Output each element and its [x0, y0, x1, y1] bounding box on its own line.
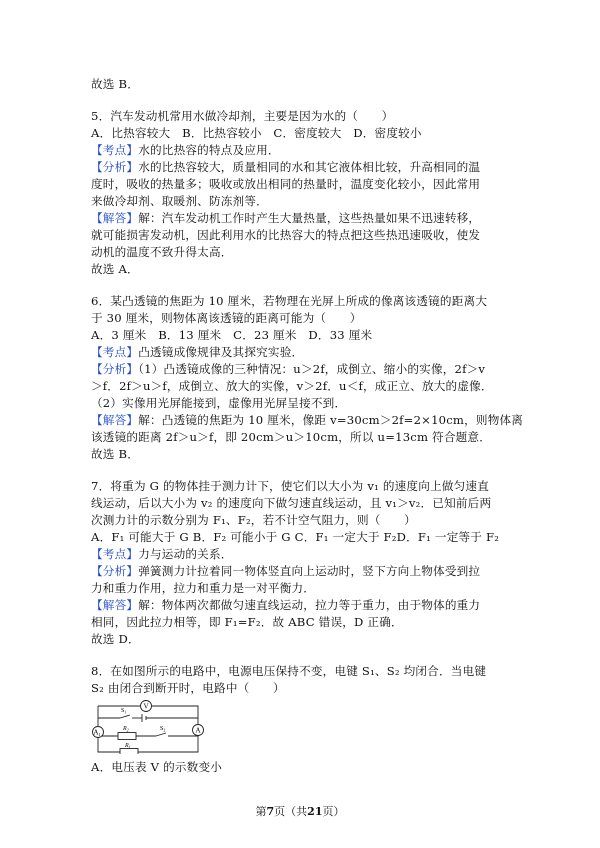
q7-fenxi-2: 力和重力作用，拉力和重力是一对平衡力．: [91, 581, 316, 595]
kaodian-tag: 【考点】: [91, 345, 139, 359]
q5-stem: 5．汽车发动机常用水做冷却剂，主要是因为水的（ ）: [91, 109, 394, 123]
circuit-diagram: [90, 698, 210, 754]
q7-answer: 故选 D．: [91, 632, 140, 646]
q7-stem-3: 次测力计的示数分别为 F₁、F₂，若不计空气阻力，则（ ）: [91, 513, 416, 527]
q8-option-a: A．电压表 V 的示数变小: [91, 760, 223, 774]
page-footer: [0, 803, 600, 819]
fenxi-text: 水的比热容较大，质量相同的水和其它液体相比较，升高相同的温: [138, 160, 481, 174]
q5-fenxi-1: [91, 160, 480, 174]
q8-stem-1: 8．在如图所示的电路中，电源电压保持不变，电键 S₁、S₂ 均闭合．当电键: [91, 664, 487, 678]
q7-kaodian: [91, 547, 233, 561]
jieda-tag: 【解答】: [91, 413, 139, 427]
fenxi-text: 弹簧测力计拉着同一物体竖直向上运动时，竖下方向上物体受到拉: [138, 564, 481, 578]
r2-label: $R_2$: [123, 726, 129, 733]
q8-stem-2: S₂ 由闭合到断开时，电路中（ ）: [91, 681, 285, 695]
jieda-text: 解：凸透镜的焦距为 10 厘米，像距 v=30cm＞2f=2×10cm，则物体离: [138, 413, 524, 427]
q6-stem-1: 6．某凸透镜的焦距为 10 厘米，若物理在光屏上所成的像离该透镜的距离大: [91, 294, 488, 308]
q5-kaodian: [91, 143, 280, 157]
footer-mid: 页（共: [274, 805, 308, 818]
switch1-label: $S_1$: [121, 708, 127, 715]
q5-jieda-3: 动机的温度不致升得太高．: [91, 245, 233, 259]
fenxi-text: （1）凸透镜成像的三种情况：u＞2f，成倒立、缩小的实像，2f＞v: [138, 362, 486, 376]
jieda-text: 解：汽车发动机工作时产生大量热量，这些热量如果不迅速转移，: [138, 211, 481, 225]
fenxi-tag: 【分析】: [91, 160, 139, 174]
q7-jieda-2: 相同，因此拉力相等，即 F₁=F₂．故 ABC 错误，D 正确．: [91, 615, 403, 629]
q7-jieda-1: [91, 598, 480, 612]
q5-jieda-2: 就可能损害发动机，因此利用水的比热容大的特点把这些热迅速吸收，使发: [91, 228, 481, 242]
footer-total-pages: 21: [307, 805, 323, 818]
kaodian-tag: 【考点】: [91, 143, 139, 157]
r1-label: $R_1$: [125, 743, 131, 750]
q6-kaodian: [91, 345, 303, 359]
q7-stem-2: 线运动，后以大小为 v₂ 的速度向下做匀速直线运动，且 v₁＞v₂．已知前后两: [91, 496, 492, 510]
ammeter1-label: $A_1$: [93, 728, 101, 737]
footer-page-number: 7: [266, 805, 275, 818]
voltmeter-label: V: [143, 702, 149, 711]
q6-jieda-1: [91, 413, 523, 427]
q5-fenxi-3: 来做冷却剂、取暖剂、防冻剂等．: [91, 194, 268, 208]
q6-stem-2: 于 30 厘米，则物体离该透镜的距离可能为（ ）: [91, 311, 362, 325]
q6-fenxi-3: （2）实像用光屏能接到，虚像用光屏呈接不到．: [91, 396, 347, 410]
kaodian-text: 力与运动的关系．: [138, 547, 233, 561]
q5-jieda-1: [91, 211, 480, 225]
switch2-label: $S_2$: [160, 726, 166, 733]
q6-options: A．3 厘米 B．13 厘米 C．23 厘米 D．33 厘米: [91, 328, 373, 342]
q5-fenxi-2: 度时，吸收的热量多；吸收或放出相同的热量时，温度变化较小，因此常用: [91, 177, 481, 191]
q4-answer: 故选 B．: [91, 77, 139, 91]
q7-options: A．F₁ 可能大于 G B．F₂ 可能小于 G C．F₁ 一定大于 F₂D．F₁ 一定等于 F₂: [91, 530, 500, 544]
q5-answer: 故选 A．: [91, 262, 139, 276]
fenxi-tag: 【分析】: [91, 362, 139, 376]
fenxi-tag: 【分析】: [91, 564, 139, 578]
kaodian-text: 凸透镜成像规律及其探究实验．: [138, 345, 304, 359]
jieda-tag: 【解答】: [91, 211, 139, 225]
jieda-text: 解：物体两次都做匀速直线运动，拉力等于重力，由于物体的重力: [138, 598, 481, 612]
q7-fenxi-1: [91, 564, 480, 578]
footer-pre: 第: [255, 805, 267, 818]
q6-fenxi-2: ＞f．2f＞u＞f，成倒立、放大的实像，v＞2f．u＜f，成正立、放大的虚像．: [91, 379, 493, 393]
ammeter-label: A: [195, 726, 201, 735]
q6-fenxi-1: [91, 362, 485, 376]
kaodian-text: 水的比热容的特点及应用．: [138, 143, 280, 157]
q6-answer: 故选 B．: [91, 447, 139, 461]
q6-jieda-2: 该透镜的距离 2f＞u＞f，即 20cm＞u＞10cm，所以 u=13cm 符合题意．: [91, 430, 492, 444]
q5-options: A．比热容较大 B．比热容较小 C．密度较大 D．密度较小: [91, 126, 422, 140]
q7-stem-1: 7．将重为 G 的物体挂于测力计下，使它们以大小为 v₁ 的速度向上做匀速直: [91, 479, 489, 493]
footer-post: 页）: [322, 805, 345, 818]
jieda-tag: 【解答】: [91, 598, 139, 612]
kaodian-tag: 【考点】: [91, 547, 139, 561]
